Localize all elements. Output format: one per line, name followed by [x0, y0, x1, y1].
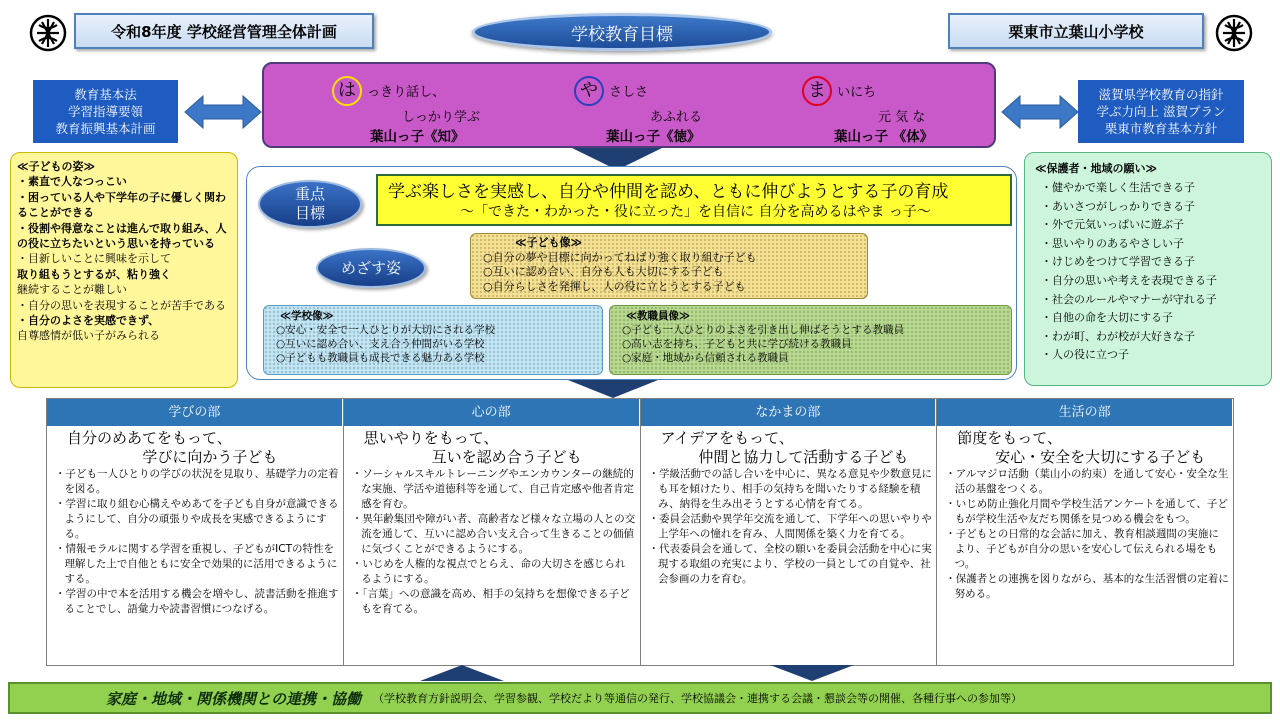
children-state-item: ・素直で人なつっこい	[17, 175, 127, 189]
department-goal-line2: 互いを認め合う子ども	[431, 448, 582, 466]
department-goal-line1: 節度をもって、	[957, 429, 1062, 447]
department-column	[47, 399, 344, 665]
children-state-panel	[10, 152, 238, 388]
children-state-item: ・役割や得意なことは進んで取り組み、人の役に立ちたいという思いを持っている	[17, 221, 227, 251]
department-item: ・情報モラルに関する学習を重視し、子どもがICTの特性を理解した上で自他ともに安全で効果的に活用できるようにする。	[55, 543, 338, 585]
department-goal-line2: 学びに向かう子ども	[142, 448, 278, 466]
priority-goal-box	[376, 174, 1012, 226]
collaboration-footer	[8, 682, 1272, 714]
footer-title: 家庭・地域・関係機関との連携・協働	[106, 689, 362, 708]
motto-foot: 葉山っ子《知》	[370, 129, 465, 145]
department-column	[937, 399, 1233, 665]
priority-label-line1: 重点	[294, 185, 325, 203]
children-state-item: ・自分の思いを表現することが苦手である	[17, 298, 226, 312]
department-column	[344, 399, 641, 665]
department-item: ・いじめ防止強化月間や学校生活アンケートを通して、子どもが学校生活や友だち関係を見つめる機会をもつ。	[945, 498, 1228, 525]
left-basis-line: 学習指導要領	[67, 104, 143, 119]
staff-image-item: ○子ども一人ひとりのよさを引き出し伸ばそうとする教職員	[622, 324, 905, 336]
department-item: ・学習に取り組む心構えやめあてを子ども自身が意識できるようにして、自分の頑張りや成長を実感できるようにする。	[55, 498, 339, 540]
left-basis-line: 教育振興基本計画	[55, 121, 156, 136]
priority-goal-main: 学ぶ楽しさを実感し、自分や仲間を認め、ともに伸びようとする子の育成	[388, 182, 949, 202]
department-item: ・子ども一人ひとりの学びの状況を見取り、基礎学力の定着を図る。	[55, 468, 339, 495]
priority-goal-sub: ～「できた・わかった・役に立った」を自信に 自分を高めるはやま っ子～	[460, 204, 931, 220]
guardian-wishes-title: ≪保護者・地域の願い≫	[1035, 162, 1158, 175]
department-goal	[641, 426, 937, 467]
department-body	[937, 467, 1233, 602]
double-arrow-right	[1000, 92, 1080, 132]
children-state-item: ・目新しいことに興味を示して	[17, 252, 171, 266]
staff-image-title: ≪教職員像≫	[626, 310, 690, 322]
school-image-item: ○安心・安全で一人ひとりが大切にされる学校	[276, 324, 496, 336]
motto-item-ya	[574, 76, 774, 145]
department-item: ・学習の中で本を活用する機会を増やし、読書活動を推進することでし、語彙力や読書習慣につなげる。	[55, 588, 339, 615]
left-basis-box	[33, 80, 178, 143]
department-goal	[937, 426, 1233, 467]
priority-label	[258, 180, 362, 228]
child-image-item: ○自分の夢や目標に向かってねばり強く取り組む子ども	[483, 250, 757, 264]
departments-table	[46, 398, 1234, 666]
department-item: ・委員会活動や異学年交流を通して、下学年への思いやりや上学年への憧れを育み、人間関係を築く力を育てる。	[648, 513, 932, 540]
motto-line2: あふれる	[650, 110, 703, 125]
school-emblem-right	[1214, 13, 1254, 53]
department-body	[47, 467, 343, 617]
school-image-item: ○互いに認め合い、支え合う仲間がいる学校	[276, 338, 485, 350]
motto-item-ma	[802, 76, 992, 145]
staff-image-item: ○家庭・地域から信頼される教職員	[622, 352, 789, 364]
children-state-item: ・困っている人や下学年の子に優しく関わることができる	[17, 190, 226, 220]
guardian-wishes-list	[1035, 179, 1261, 365]
department-item: ・保護者との連携を図りながら、基本的な生活習慣の定着に努める。	[945, 573, 1229, 600]
motto-line1: っきり話し、	[367, 85, 446, 100]
department-item: ・ソーシャルスキルトレーニングやエンカウンターの継続的な実施、学活や道徳科等を通して、自己肯定感や他者肯定感を育む。	[351, 468, 634, 510]
right-basis-line: 学ぶ力向上 滋賀プラン	[1096, 104, 1226, 119]
department-body	[641, 467, 937, 587]
department-goal-line2: 安心・安全を大切にする子ども	[995, 448, 1206, 466]
motto-item-ha	[332, 76, 532, 145]
department-goal-line1: 自分のめあてをもって、	[67, 429, 232, 447]
guardian-wish-item: ・社会のルールやマナーが守れる子	[1041, 292, 1217, 306]
department-item: ・異年齢集団や障がい者、高齢者など様々な立場の人との交流を通して、互いに認め合い支え合って生きることの価値に気づくことができるようにする。	[351, 513, 636, 555]
guardian-wishes-panel	[1024, 152, 1272, 386]
education-goal-title: 学校教育目標	[472, 13, 772, 51]
children-state-item: 取り組もうとするが、粘り強く	[17, 267, 171, 281]
guardian-wish-item: ・人の役に立つ子	[1041, 348, 1129, 362]
aim-label: めざす姿	[316, 248, 426, 288]
department-goal-line1: アイデアをもって、	[660, 429, 794, 447]
motto-line1: いにち	[837, 85, 877, 100]
school-image-box	[263, 305, 603, 375]
guardian-wish-item: ・自他の命を大切にする子	[1041, 311, 1173, 325]
department-goal-line1: 思いやりをもって、	[363, 429, 499, 447]
department-column	[641, 399, 938, 665]
motto-line2: 元 気 な	[878, 110, 926, 125]
motto-box	[262, 62, 996, 148]
motto-foot: 葉山っ子《徳》	[606, 129, 701, 145]
motto-line1: さしさ	[609, 85, 649, 100]
children-state-item: 自尊感情が低い子がみられる	[17, 329, 160, 343]
school-image-item: ○子どもも教職員も成長できる魅力ある学校	[276, 352, 485, 364]
staff-image-item: ○高い志を持ち、子どもと共に学び続ける教職員	[622, 338, 852, 350]
priority-label-line2: 目標	[294, 204, 325, 222]
children-state-title: ≪子どもの姿≫	[17, 160, 96, 173]
right-basis-line: 滋賀県学校教育の指針	[1098, 87, 1224, 102]
child-image-item: ○互いに認め合い、自分も人も大切にする子ども	[483, 265, 724, 278]
school-image-title: ≪学校像≫	[280, 310, 334, 322]
down-arrow-icon	[770, 665, 854, 681]
department-goal-line2: 仲間と協力して活動する子ども	[698, 448, 909, 466]
department-header: 学びの部	[47, 399, 343, 426]
department-item: ・いじめを人権的な視点でとらえ、命の大切さを感じられるようにする。	[351, 558, 626, 585]
school-emblem-left	[28, 13, 68, 53]
motto-foot: 葉山っ子 《体》	[834, 129, 934, 145]
child-image-item: ○自分らしさを発揮し、人の役に立とうとする子ども	[483, 279, 746, 293]
child-image-box	[470, 233, 868, 299]
children-state-list	[17, 174, 231, 343]
department-body	[344, 467, 640, 617]
department-item: ・アルマジロ活動（葉山小の約束）を通して安心・安全な生活の基盤をつくる。	[945, 468, 1229, 495]
children-state-item: 継続することが難しい	[17, 283, 127, 297]
motto-char-circle: ま	[802, 76, 832, 106]
right-basis-box	[1078, 80, 1244, 143]
left-basis-line: 教育基本法	[74, 87, 137, 102]
guardian-wish-item: ・あいさつがしっかりできる子	[1041, 199, 1195, 213]
staff-image-box	[609, 305, 1012, 375]
right-basis-line: 栗東市教育基本方針	[1104, 121, 1218, 136]
guardian-wish-item: ・わが町、わが校が大好きな子	[1041, 329, 1195, 343]
department-goal	[47, 426, 343, 467]
department-goal	[344, 426, 640, 467]
department-item: ・子どもとの日常的な会話に加え、教育相談週間の実施により、子どもが自分の思いを安心して伝えられる場をもつ。	[945, 528, 1219, 570]
motto-char-circle: は	[332, 76, 362, 106]
guardian-wish-item: ・けじめをつけて学習できる子	[1041, 255, 1195, 269]
school-name: 栗東市立葉山小学校	[948, 13, 1204, 49]
up-arrow-icon	[420, 665, 504, 681]
footer-detail: （学校教育方針説明会、学習参観、学校だより等通信の発行、学校協議会・連携する会議・懇談会等の開催、各種行事への参加等）	[373, 692, 1023, 705]
guardian-wish-item: ・外で元気いっぱいに遊ぶ子	[1041, 218, 1184, 232]
motto-char-circle: や	[574, 76, 604, 106]
guardian-wish-item: ・思いやりのあるやさしい子	[1041, 236, 1184, 250]
down-arrow-icon	[568, 380, 658, 398]
guardian-wish-item: ・自分の思いや考えを表現できる子	[1041, 273, 1217, 287]
department-header: なかまの部	[641, 399, 937, 426]
double-arrow-left	[183, 92, 263, 132]
department-item: ・代表委員会を通して、全校の願いを委員会活動を中心に実現する取組の充実により、学校の一員としての自覚や、社会参画の力を育む。	[648, 543, 932, 585]
department-item: ・「言葉」への意識を高め、相手の気持ちを想像できる子どもを育てる。	[351, 588, 630, 615]
department-header: 心の部	[344, 399, 640, 426]
guardian-wish-item: ・健やかで楽しく生活できる子	[1041, 181, 1195, 194]
department-item: ・学級活動での話し合いを中心に、異なる意見や少数意見にも耳を傾けたり、相手の気持ちを聞いたりする経験を積み、納得を生み出そうとする心情を育てる。	[648, 468, 932, 510]
children-state-item: ・自分のよさを実感できず、	[17, 314, 160, 328]
department-header: 生活の部	[937, 399, 1233, 426]
plan-title: 令和8年度 学校経営管理全体計画	[74, 13, 374, 49]
child-image-title: ≪子ども像≫	[515, 236, 583, 249]
motto-line2: しっかり学ぶ	[402, 110, 481, 125]
